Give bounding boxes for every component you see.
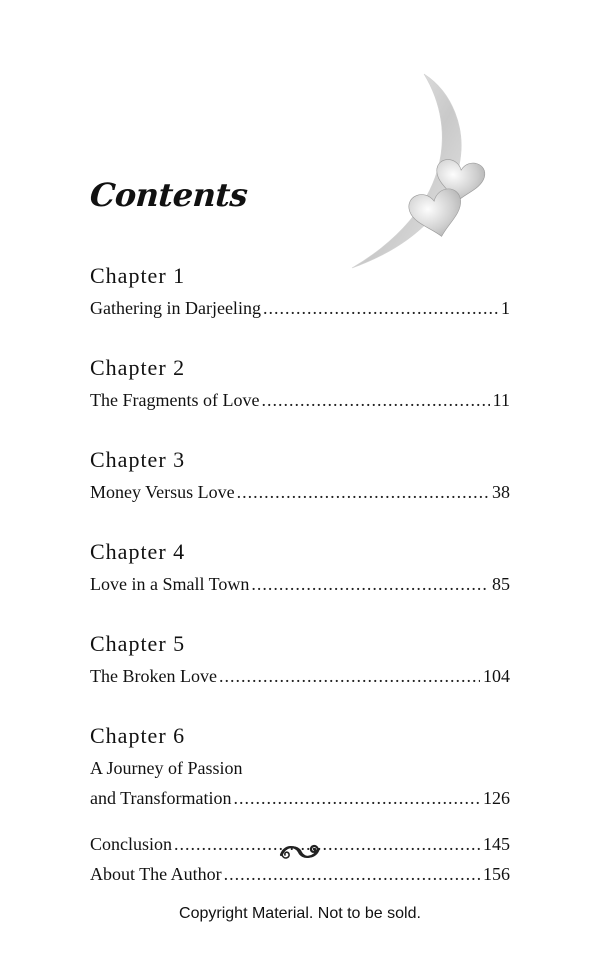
page-title: Contents bbox=[88, 176, 249, 214]
page-number: 38 bbox=[492, 482, 510, 502]
chapter-heading: Chapter 6 bbox=[90, 723, 186, 748]
dot-leader bbox=[261, 388, 489, 412]
toc-entry[interactable] bbox=[90, 296, 510, 320]
toc-entry[interactable] bbox=[90, 664, 510, 688]
crescent-hearts-ornament bbox=[340, 60, 510, 280]
chapter-heading: Chapter 5 bbox=[90, 631, 186, 656]
chapter-title: Money Versus Love bbox=[90, 482, 235, 502]
chapter-title: Love in a Small Town bbox=[90, 574, 250, 594]
dot-leader bbox=[263, 296, 498, 320]
chapter-title: The Broken Love bbox=[90, 666, 217, 686]
chapter-heading: Chapter 2 bbox=[90, 355, 186, 380]
chapter-title: The Fragments of Love bbox=[90, 390, 260, 410]
toc-entry[interactable] bbox=[90, 388, 510, 412]
page-number: 145 bbox=[483, 834, 510, 854]
page-number: 126 bbox=[483, 788, 510, 808]
page-number: 104 bbox=[483, 666, 510, 686]
page-number: 156 bbox=[483, 864, 510, 884]
table-of-contents bbox=[90, 262, 510, 886]
chapter-entry-5[interactable] bbox=[90, 630, 510, 688]
page-number: 85 bbox=[492, 574, 510, 594]
page-number: 11 bbox=[492, 390, 510, 410]
dot-leader bbox=[219, 664, 480, 688]
section-title: About The Author bbox=[90, 864, 222, 884]
swirl-flourish-icon bbox=[278, 840, 322, 864]
chapter-entry-3[interactable] bbox=[90, 446, 510, 504]
chapter-title-line-1: A Journey of Passion bbox=[90, 758, 243, 778]
chapter-entry-6[interactable] bbox=[90, 722, 510, 810]
section-title: Conclusion bbox=[90, 834, 173, 854]
chapter-entry-1[interactable] bbox=[90, 262, 510, 320]
dot-leader bbox=[237, 480, 489, 504]
toc-entry[interactable] bbox=[90, 786, 510, 810]
chapter-heading: Chapter 1 bbox=[90, 263, 186, 288]
chapter-entry-4[interactable] bbox=[90, 538, 510, 596]
chapter-heading: Chapter 3 bbox=[90, 447, 186, 472]
dot-leader bbox=[174, 832, 480, 856]
toc-entry-about-author[interactable] bbox=[90, 862, 510, 886]
chapter-title: Gathering in Darjeeling bbox=[90, 298, 261, 318]
copyright-notice: Copyright Material. Not to be sold. bbox=[179, 905, 421, 922]
chapter-title-line-2: and Transformation bbox=[90, 788, 232, 808]
dot-leader bbox=[251, 572, 489, 596]
page-number: 1 bbox=[501, 298, 510, 318]
toc-entry[interactable] bbox=[90, 572, 510, 596]
dot-leader bbox=[234, 786, 481, 810]
chapter-entry-2[interactable] bbox=[90, 354, 510, 412]
dot-leader bbox=[224, 862, 480, 886]
toc-entry[interactable] bbox=[90, 480, 510, 504]
chapter-heading: Chapter 4 bbox=[90, 539, 186, 564]
